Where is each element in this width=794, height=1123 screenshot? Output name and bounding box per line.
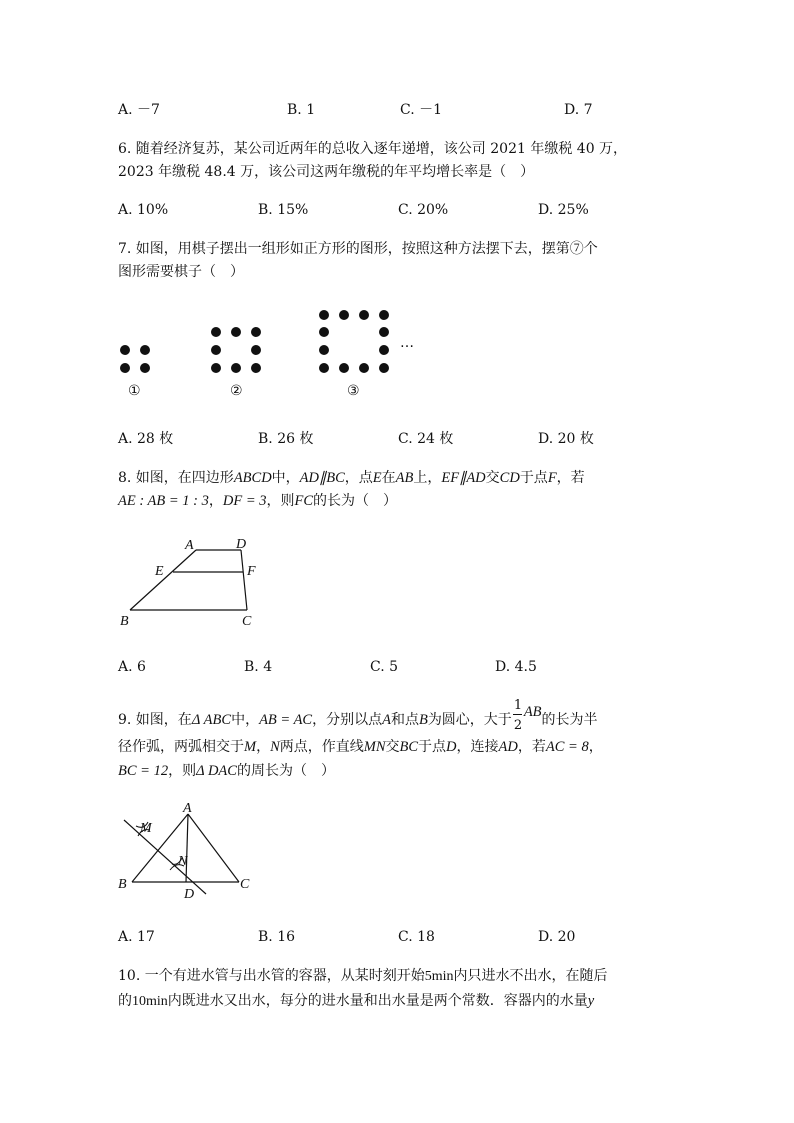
q9-text: ， xyxy=(588,739,603,755)
q9-option-c: C. 18 xyxy=(398,929,435,945)
q9-math: D xyxy=(446,739,457,755)
q9-math: MN xyxy=(363,739,386,755)
q9-text: 径作弧，两弧相交于 xyxy=(118,739,244,755)
q8-math: CD xyxy=(499,470,520,486)
q9-text: 9. 如图，在 xyxy=(118,712,192,728)
q8-math: DF = 3 xyxy=(222,493,267,509)
q9-label-n: N xyxy=(178,854,188,869)
pattern-1 xyxy=(120,345,150,373)
q9-option-b: B. 16 xyxy=(258,929,296,945)
q9-text: 于点 xyxy=(418,739,447,755)
q5-option-c: C. －1 xyxy=(400,102,443,118)
q10-unit: 5min xyxy=(424,969,454,984)
q9-label-d: D xyxy=(184,887,195,902)
q8-math: FC xyxy=(294,493,314,509)
q8-text: 中， xyxy=(271,470,300,486)
q8-stem-line-2 xyxy=(118,491,397,511)
q9-stem-line-3 xyxy=(118,761,335,781)
q9-math: N xyxy=(270,739,280,755)
q9-text: 和点 xyxy=(390,712,419,728)
fraction-bar xyxy=(513,714,522,715)
q9-label-c: C xyxy=(240,877,250,892)
pattern-label-2: ② xyxy=(230,383,243,399)
q8-label-e: E xyxy=(155,564,164,579)
q7-option-b: B. 26 枚 xyxy=(258,431,314,447)
q8-math: ABCD xyxy=(233,470,272,486)
fraction-denominator: 2 xyxy=(513,718,523,733)
q8-math: E xyxy=(372,470,382,486)
q8-math: AD∥BC xyxy=(299,470,345,486)
q8-option-c: C. 5 xyxy=(370,659,399,675)
q8-text: ， xyxy=(208,493,223,509)
q10-math: y xyxy=(587,993,595,1009)
q9-text: 中， xyxy=(231,712,260,728)
q9-option-d: D. 20 xyxy=(538,929,576,945)
q9-label-a: A xyxy=(183,801,192,816)
q6-stem-line-2: 2023 年缴税 48.4 万，该公司这两年缴税的年平均增长率是（ ） xyxy=(118,164,535,180)
q8-text: 8. 如图，在四边形 xyxy=(118,470,234,486)
fraction-numerator: 1 xyxy=(513,698,523,713)
q9-label-m: M xyxy=(140,821,152,836)
q9-stem-line-2 xyxy=(118,737,603,757)
q5-option-a: A. －7 xyxy=(118,102,160,118)
q6-option-d: D. 25% xyxy=(538,202,589,218)
q8-option-b: B. 4 xyxy=(244,659,273,675)
q9-math: M xyxy=(244,739,257,755)
q8-text: ，点 xyxy=(344,470,373,486)
q9-math: BC = 12 xyxy=(118,763,169,779)
q7-stem-line-1: 7. 如图，用棋子摆出一组形如正方形的图形，按照这种方法摆下去，摆第⑦个 xyxy=(118,241,598,257)
q9-math: A xyxy=(382,712,391,728)
q9-label-b: B xyxy=(118,877,127,892)
q7-option-c: C. 24 枚 xyxy=(398,431,454,447)
q8-math: EF∥AD xyxy=(441,470,486,486)
q9-text: 的周长为（ ） xyxy=(236,763,335,779)
q8-label-b: B xyxy=(120,614,129,629)
q8-option-a: A. 6 xyxy=(118,659,146,675)
q7-option-d: D. 20 枚 xyxy=(538,431,594,447)
q10-stem-line-2 xyxy=(118,991,594,1012)
q9-text: ，则 xyxy=(168,763,197,779)
q8-text: 于点 xyxy=(519,470,548,486)
q9-fraction-half xyxy=(512,698,524,733)
q9-math: AC = 8 xyxy=(545,739,589,755)
q9-text: 为圆心，大于 xyxy=(427,712,512,728)
q9-math: B xyxy=(418,712,428,728)
q9-option-a: A. 17 xyxy=(118,929,155,945)
pattern-label-1: ① xyxy=(128,383,141,399)
q9-text: 两点，作直线 xyxy=(279,739,364,755)
q6-stem-line-1: 6. 随着经济复苏，某公司近两年的总收入逐年递增，该公司 2021 年缴税 40 万， xyxy=(118,141,628,157)
q8-label-f: F xyxy=(247,564,256,579)
q8-text: 的长为（ ） xyxy=(313,493,398,509)
q7-chess-pattern-figure xyxy=(110,300,430,410)
q8-label-c: C xyxy=(242,614,252,629)
q9-math: Δ ABC xyxy=(191,712,232,728)
q5-option-b: B. 1 xyxy=(287,102,316,118)
q9-math: AD xyxy=(498,739,518,755)
q10-text: 的 xyxy=(118,993,132,1009)
q9-triangle-figure xyxy=(112,800,267,905)
q6-option-a: A. 10% xyxy=(118,202,169,218)
q7-option-a: A. 28 枚 xyxy=(118,431,174,447)
q9-text: ，分别以点 xyxy=(312,712,383,728)
q8-text: ，则 xyxy=(266,493,295,509)
pattern-label-3: ③ xyxy=(347,383,360,399)
q8-label-a: A xyxy=(185,538,194,553)
q10-text: 内既进水又出水，每分的进水量和出水量是两个常数．容器内的水量 xyxy=(167,993,588,1009)
q9-stem-line-1 xyxy=(118,698,598,733)
q8-text: ，若 xyxy=(556,470,585,486)
q9-text: 的长为半 xyxy=(541,712,598,728)
q9-text: ， xyxy=(256,739,271,755)
q8-text: 交 xyxy=(485,470,500,486)
q8-option-d: D. 4.5 xyxy=(495,659,537,675)
q9-text: 交 xyxy=(385,739,400,755)
q9-math: Δ DAC xyxy=(196,763,237,779)
q6-option-b: B. 15% xyxy=(258,202,309,218)
q8-text: 在 xyxy=(381,470,396,486)
q5-option-d: D. 7 xyxy=(564,102,593,118)
q9-math: AB = AC xyxy=(259,712,313,728)
pattern-3 xyxy=(319,310,389,373)
q6-option-c: C. 20% xyxy=(398,202,449,218)
q8-quadrilateral-figure xyxy=(112,530,272,635)
pattern-2 xyxy=(211,327,261,373)
q7-stem-line-2: 图形需要棋子（ ） xyxy=(118,264,244,280)
q10-text: 内只进水不出水，在随后 xyxy=(453,968,608,984)
q8-math: AB xyxy=(395,470,414,486)
q10-text: 10. 一个有进水管与出水管的容器，从某时刻开始 xyxy=(118,968,425,984)
q10-unit: 10min xyxy=(132,994,168,1009)
q9-text: ，若 xyxy=(517,739,546,755)
q8-text: 上， xyxy=(413,470,442,486)
q9-text: ，连接 xyxy=(456,739,499,755)
q8-stem-line-1 xyxy=(118,468,585,488)
q9-math: AB xyxy=(523,704,542,720)
q9-math: BC xyxy=(399,739,419,755)
q8-label-d: D xyxy=(236,537,247,552)
q8-math: F xyxy=(547,470,557,486)
q8-math: AE : AB = 1 : 3 xyxy=(118,493,209,509)
pattern-ellipsis: … xyxy=(400,335,414,351)
q10-stem-line-1 xyxy=(118,966,608,987)
